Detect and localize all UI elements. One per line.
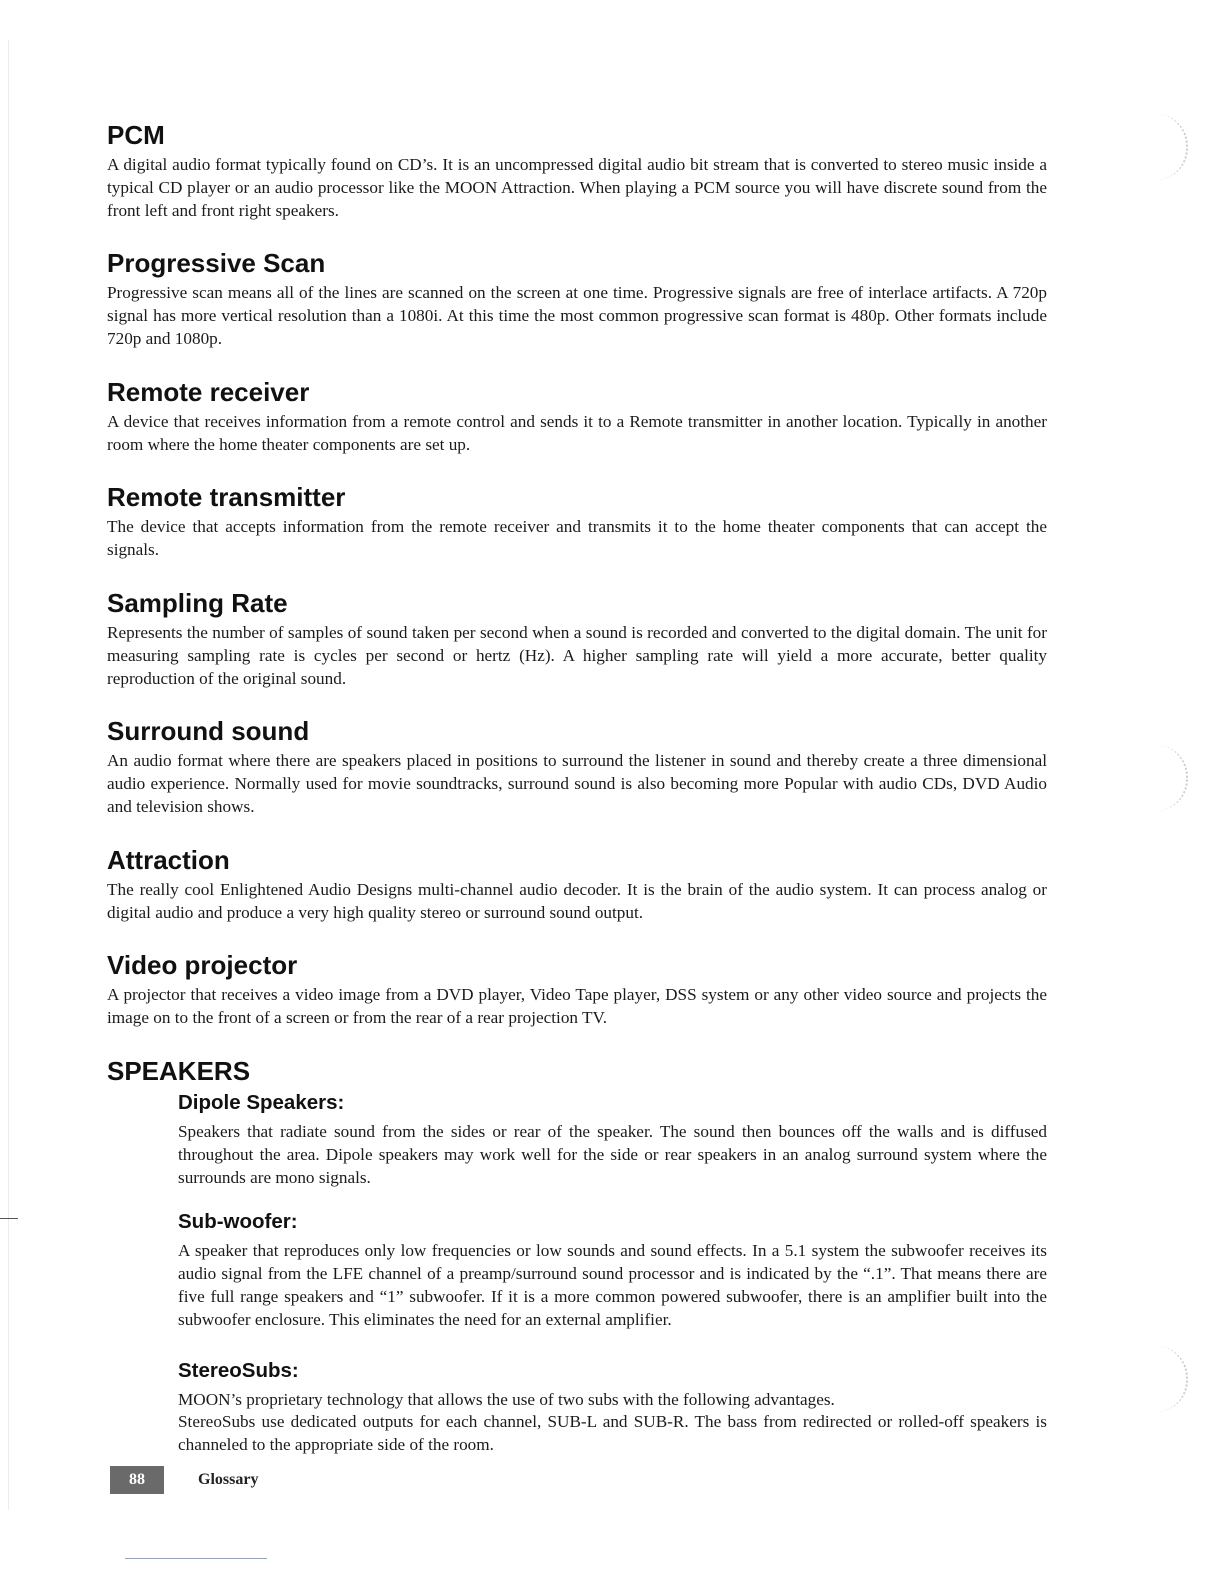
entry-title: Remote transmitter xyxy=(107,482,346,513)
entry-text: A projector that receives a video image from a DVD player, Video Tape player, DSS system or any other video source and projects the image on to the front of a screen or from the rear of a rear projection TV. xyxy=(107,985,1047,1028)
page-number: 88 xyxy=(110,1466,164,1494)
speaker-item-dipole xyxy=(178,1090,1047,1189)
entry-title: Remote receiver xyxy=(107,376,310,407)
glossary-content xyxy=(107,120,1047,1457)
binder-hole-mark xyxy=(1156,114,1188,180)
glossary-entry-surround-sound xyxy=(107,716,1047,818)
entry-text: The really cool Enlightened Audio Designs multi-channel audio decoder. It is the brain of the audio system. It can process analog or digital audio and produce a very high quality stereo or surround sound output. xyxy=(107,879,1047,922)
entry-title: Sampling Rate xyxy=(107,587,288,618)
speakers-section xyxy=(107,1056,1047,1457)
glossary-entry-progressive-scan xyxy=(107,248,1047,350)
subentry-text: Speakers that radiate sound from the sides or rear of the speaker. The sound then bounces off the walls and is diffused throughout the area. Dipole speakers may work well for the side or rear speakers in an analog surround system where the surrounds are mono signals. xyxy=(178,1121,1047,1187)
glossary-entry-pcm xyxy=(107,120,1047,222)
binder-hole-mark xyxy=(1156,1346,1188,1412)
entry-title: Surround sound xyxy=(107,716,310,747)
page-footer xyxy=(110,1466,258,1494)
binder-hole-mark xyxy=(1156,745,1188,811)
glossary-entry-attraction xyxy=(107,845,1047,925)
subentry-title: Sub-woofer: xyxy=(178,1210,298,1234)
entry-title: PCM xyxy=(107,120,165,150)
subentry-title: Dipole Speakers: xyxy=(178,1090,345,1114)
subentry-title: StereoSubs: xyxy=(178,1358,299,1382)
entry-title: Progressive Scan xyxy=(107,248,326,279)
entry-title: Attraction xyxy=(107,844,230,875)
entry-text: A digital audio format typically found on CD’s. It is an uncompressed digital audio bit stream that is converted to stereo music inside a typical CD player or an audio processor like the MOON Attraction. When playing a PCM source you will have discrete sound from the front left and front right speakers. xyxy=(107,155,1047,220)
scan-edge xyxy=(8,40,9,1510)
subentry-text: A speaker that reproduces only low frequencies or low sounds and sound effects. In a 5.1 system the subwoofer receives its audio signal from the LFE channel of a preamp/surround sound processor and is indicated by the “.1”. That means there are five full range speakers and “1” subwoofer. If it is a more common powered subwoofer, there is an amplifier built into the subwoofer enclosure. This eliminates the need for an external amplifier. xyxy=(178,1241,1047,1329)
entry-text: Represents the number of samples of sound taken per second when a sound is recorded and converted to the digital domain. The unit for measuring sampling rate is cycles per second or hertz (Hz). A higher sampling rate will yield a more accurate, better quality reproduction of the original sound. xyxy=(107,622,1047,688)
entry-text: An audio format where there are speakers placed in positions to surround the listener in sound and thereby create a three dimensional audio experience. Normally used for movie soundtracks, surround sound is also becoming more Popular with audio CDs, DVD Audio and television shows. xyxy=(107,751,1047,816)
entry-text: The device that accepts information from the remote receiver and transmits it to the home theater components that can accept the signals. xyxy=(107,517,1047,560)
glossary-entry-sampling-rate xyxy=(107,588,1047,690)
subentry-text: MOON’s proprietary technology that allows the use of two subs with the following advantages. xyxy=(178,1389,835,1409)
subentry-text-continued: StereoSubs use dedicated outputs for each channel, SUB-L and SUB-R. The bass from redirected or rolled-off speakers is channeled to the appropriate side of the room. xyxy=(178,1412,1047,1455)
footer-section-name: Glossary xyxy=(198,1471,259,1488)
section-title: SPEAKERS xyxy=(107,1055,251,1086)
entry-text: Progressive scan means all of the lines are scanned on the screen at one time. Progressive signals are free of interlace artifacts. A 720p signal has more vertical resolution than a 1080i. At this time the most common progressive scan format is 480p. Other formats include 720p and 1080p. xyxy=(107,283,1047,348)
entry-text: A device that receives information from a remote control and sends it to a Remote transmitter in another location. Typically in another room where the home theater components are set up. xyxy=(107,411,1047,454)
speaker-item-stereosubs xyxy=(178,1358,1047,1457)
glossary-entry-remote-transmitter xyxy=(107,482,1047,562)
scan-tick-mark xyxy=(0,1218,18,1219)
glossary-entry-remote-receiver xyxy=(107,377,1047,457)
entry-title: Video projector xyxy=(107,950,298,981)
scan-artifact-line xyxy=(125,1558,267,1559)
glossary-entry-video-projector xyxy=(107,950,1047,1030)
speaker-item-subwoofer xyxy=(178,1209,1047,1331)
